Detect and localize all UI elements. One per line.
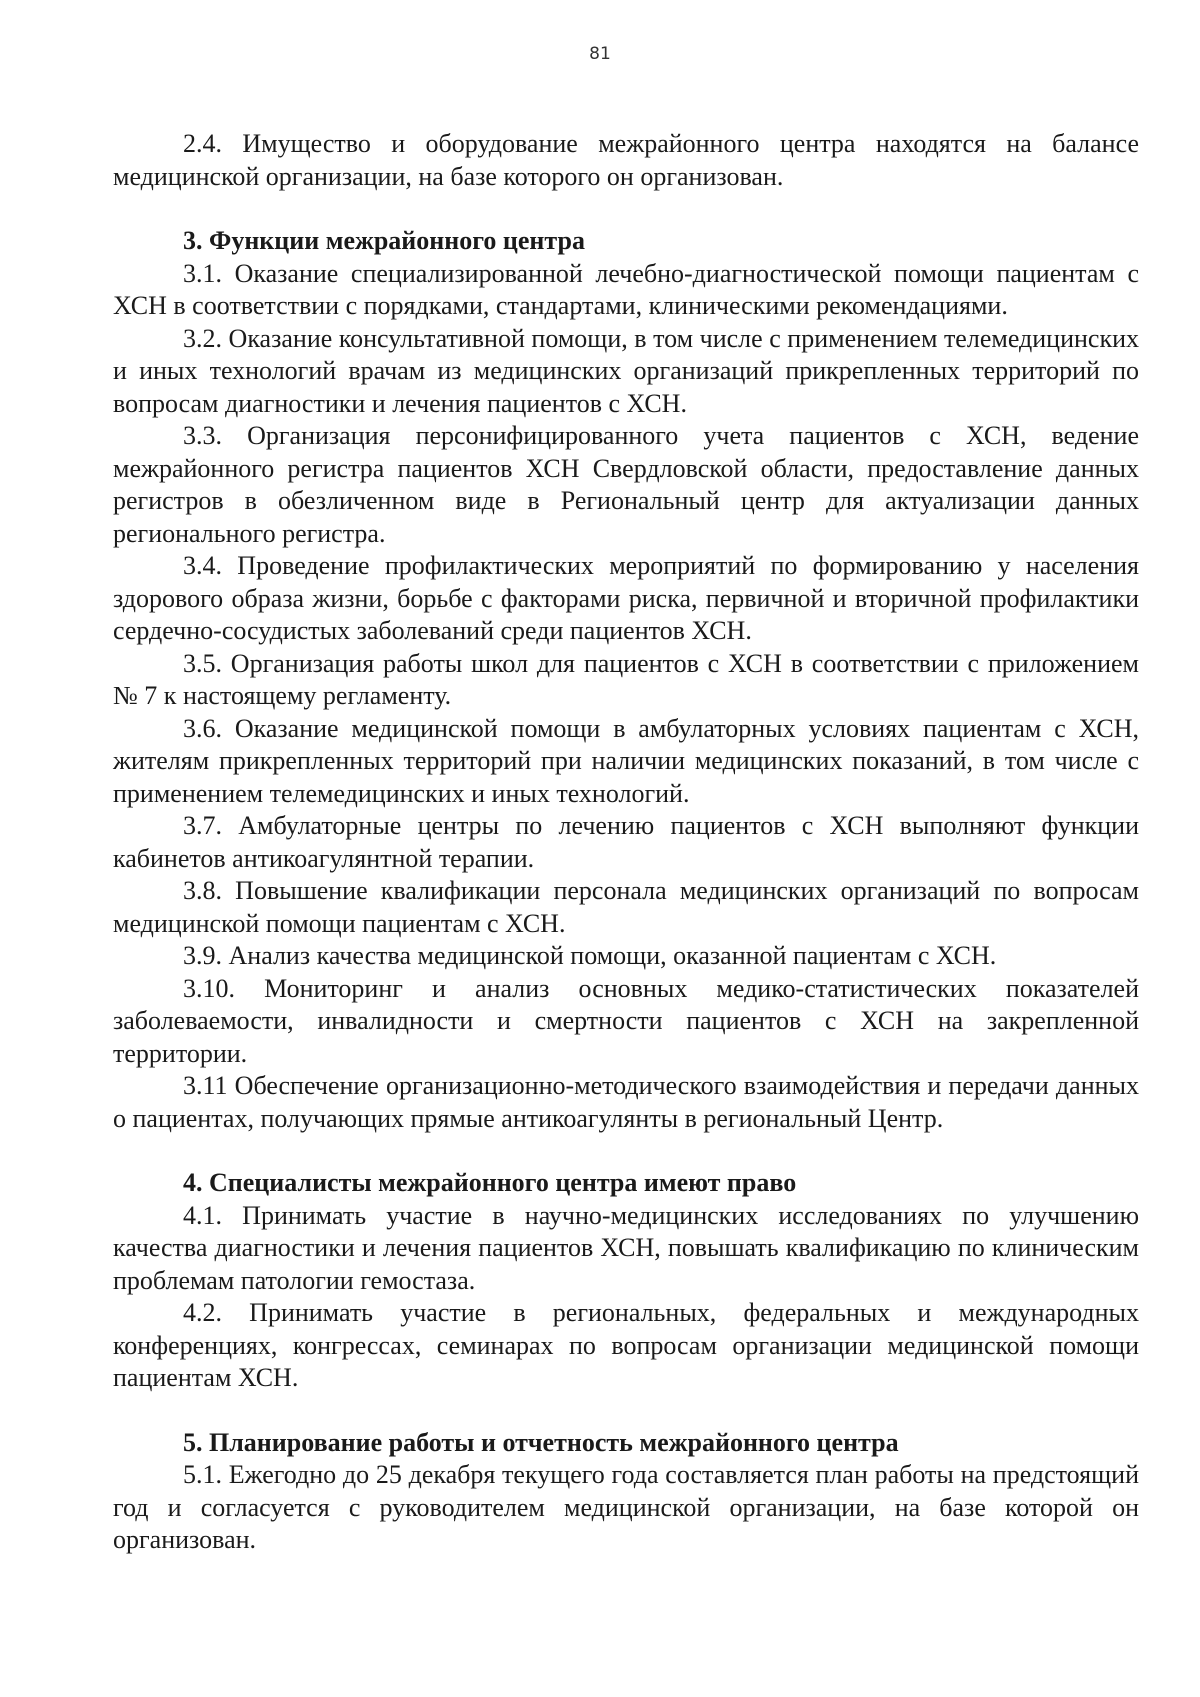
section-5 — [113, 1427, 1139, 1557]
paragraph-3-7: 3.7. Амбулаторные центры по лечению пациентов с ХСН выполняют функции кабинетов антикоагулянтной терапии. — [113, 811, 1139, 873]
paragraph-3-5: 3.5. Организация работы школ для пациентов с ХСН в соответствии с приложением № 7 к настоящему регламенту. — [113, 648, 1139, 710]
paragraph-3-9: 3.9. Анализ качества медицинской помощи, оказанной пациентам с ХСН. — [183, 941, 997, 970]
section-3 — [113, 225, 1139, 1135]
paragraph-3-1: 3.1. Оказание специализированной лечебно-диагностической помощи пациентам с ХСН в соответствии с порядками, стандартами, клиническими рекомендациями. — [113, 258, 1139, 320]
paragraph-3-8: 3.8. Повышение квалификации персонала медицинских организаций по вопросам медицинской помощи пациентам с ХСН. — [113, 876, 1139, 938]
paragraph-3-6: 3.6. Оказание медицинской помощи в амбулаторных условиях пациентам с ХСН, жителям прикрепленных территорий при наличии медицинских показаний, в том числе с применением телемедицинских и иных технологий. — [113, 713, 1139, 808]
page-number: 81 — [589, 44, 611, 64]
section-heading-3: 3. Функции межрайонного центра — [183, 226, 585, 255]
paragraph-3-2: 3.2. Оказание консультативной помощи, в том числе с применением телемедицинских и иных технологий врачам из медицинских организаций прикрепленных территорий по вопросам диагностики и лечения пациентов с ХСН. — [113, 323, 1139, 418]
document-body — [113, 128, 1139, 1557]
paragraph-3-4: 3.4. Проведение профилактических мероприятий по формированию у населения здорового образа жизни, борьбе с факторами риска, первичной и вторичной профилактики сердечно-сосудистых заболеваний среди пациентов ХСН. — [113, 551, 1139, 645]
paragraph-3-3: 3.3. Организация персонифицированного учета пациентов с ХСН, ведение межрайонного регистра пациентов ХСН Свердловской области, предоставление данных регистров в обезличенном виде в Региональный центр для актуализации данных регионального регистра. — [113, 421, 1139, 548]
paragraph-2-4: 2.4. Имущество и оборудование межрайонного центра находятся на балансе медицинской организации, на базе которого он организован. — [113, 129, 1139, 191]
paragraph-3-10: 3.10. Мониторинг и анализ основных медико-статистических показателей заболеваемости, инвалидности и смертности пациентов с ХСН на закрепленной территории. — [113, 973, 1139, 1068]
section-2-continuation — [113, 128, 1139, 193]
section-heading-5: 5. Планирование работы и отчетность межрайонного центра — [183, 1427, 899, 1457]
section-heading-4: 4. Специалисты межрайонного центра имеют право — [183, 1168, 797, 1197]
paragraph-3-11: 3.11 Обеспечение организационно-методического взаимодействия и передачи данных о пациентах, получающих прямые антикоагулянты в региональный Центр. — [113, 1071, 1139, 1133]
paragraph-4-1: 4.1. Принимать участие в научно-медицинских исследованиях по улучшению качества диагностики и лечения пациентов ХСН, повышать квалификацию по клиническим проблемам патологии гемостаза. — [113, 1200, 1139, 1295]
paragraph-5-1: 5.1. Ежегодно до 25 декабря текущего года составляется план работы на предстоящий год и согласуется с руководителем медицинской организации, на базе которой он организован. — [113, 1460, 1139, 1554]
paragraph-4-2: 4.2. Принимать участие в региональных, федеральных и международных конференциях, конгрессах, семинарах по вопросам организации медицинской помощи пациентам ХСН. — [113, 1298, 1139, 1392]
section-4 — [113, 1167, 1139, 1395]
